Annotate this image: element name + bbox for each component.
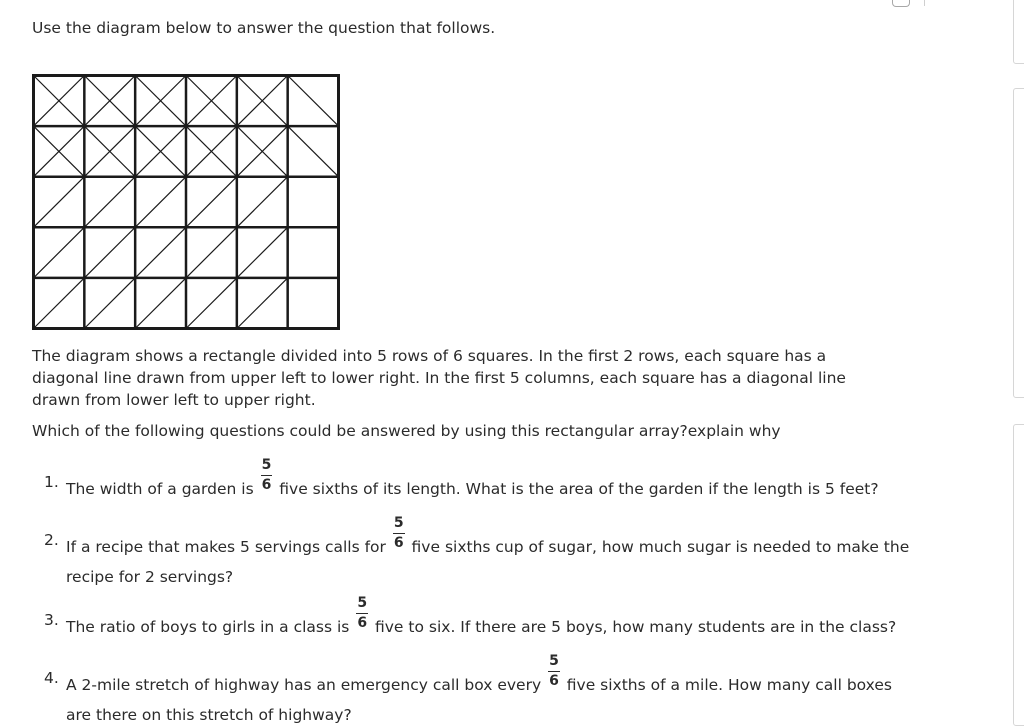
side-panel-bottom [1013, 424, 1024, 726]
fraction-numerator: 5 [393, 515, 405, 534]
option-4[interactable] [44, 654, 894, 726]
option-line [44, 457, 894, 508]
intro-text: Use the diagram below to answer the question that follows. [32, 19, 496, 37]
option-text-after: five to six. If there are 5 boys, how many students are in the class? [375, 618, 897, 636]
rectangular-array-diagram [32, 74, 340, 330]
option-text-after: five sixths of a mile. How many call boxes [566, 676, 892, 694]
fraction-denominator: 6 [261, 477, 272, 493]
option-text-before: A 2-mile stretch of highway has an emergency call box every [66, 676, 542, 694]
option-number: 3. [44, 611, 59, 629]
fraction-numerator: 5 [261, 457, 273, 476]
answer-options [44, 457, 910, 726]
option-2[interactable] [44, 515, 910, 588]
toolbar-divider [924, 0, 925, 6]
option-line [44, 595, 897, 646]
option-text-before: The width of a garden is [66, 480, 254, 498]
option-text-before: The ratio of boys to girls in a class is [66, 618, 350, 636]
option-text-after: five sixths of its length. What is the area of the garden if the length is 5 feet? [279, 480, 879, 498]
fraction [548, 653, 560, 690]
fraction-denominator: 6 [357, 615, 368, 631]
option-continuation: are there on this stretch of highway? [66, 706, 352, 724]
option-line [44, 653, 894, 704]
option-3[interactable] [44, 595, 897, 646]
option-text-after: five sixths cup of sugar, how much sugar is needed to make the [411, 538, 910, 556]
fraction-numerator: 5 [356, 595, 368, 614]
diagram-description: The diagram shows a rectangle divided into 5 rows of 6 squares. In the first 2 rows, each square has a diagonal line drawn from upper left to lower right. In the first 5 columns, each square has a diagonal line drawn from lower left to upper right. [32, 347, 846, 409]
option-number: 2. [44, 531, 59, 549]
option-text-before: If a recipe that makes 5 servings calls for [66, 538, 386, 556]
fraction-denominator: 6 [549, 673, 559, 689]
option-number: 4. [44, 669, 59, 687]
option-number: 1. [44, 473, 59, 491]
tray-icon[interactable] [892, 0, 910, 7]
option-1[interactable] [44, 458, 894, 508]
side-panel-top [1013, 0, 1024, 64]
fraction-numerator: 5 [548, 653, 560, 672]
question-text: Which of the following questions could be answered by using this rectangular array?explain why [32, 422, 781, 440]
fraction [261, 457, 273, 494]
option-line [44, 515, 910, 566]
fraction [356, 595, 368, 632]
bookmark-icon[interactable] [936, 0, 952, 6]
side-panel-middle [1013, 88, 1024, 398]
fraction-denominator: 6 [393, 535, 404, 551]
fraction [393, 515, 405, 552]
option-continuation: recipe for 2 servings? [66, 568, 234, 586]
